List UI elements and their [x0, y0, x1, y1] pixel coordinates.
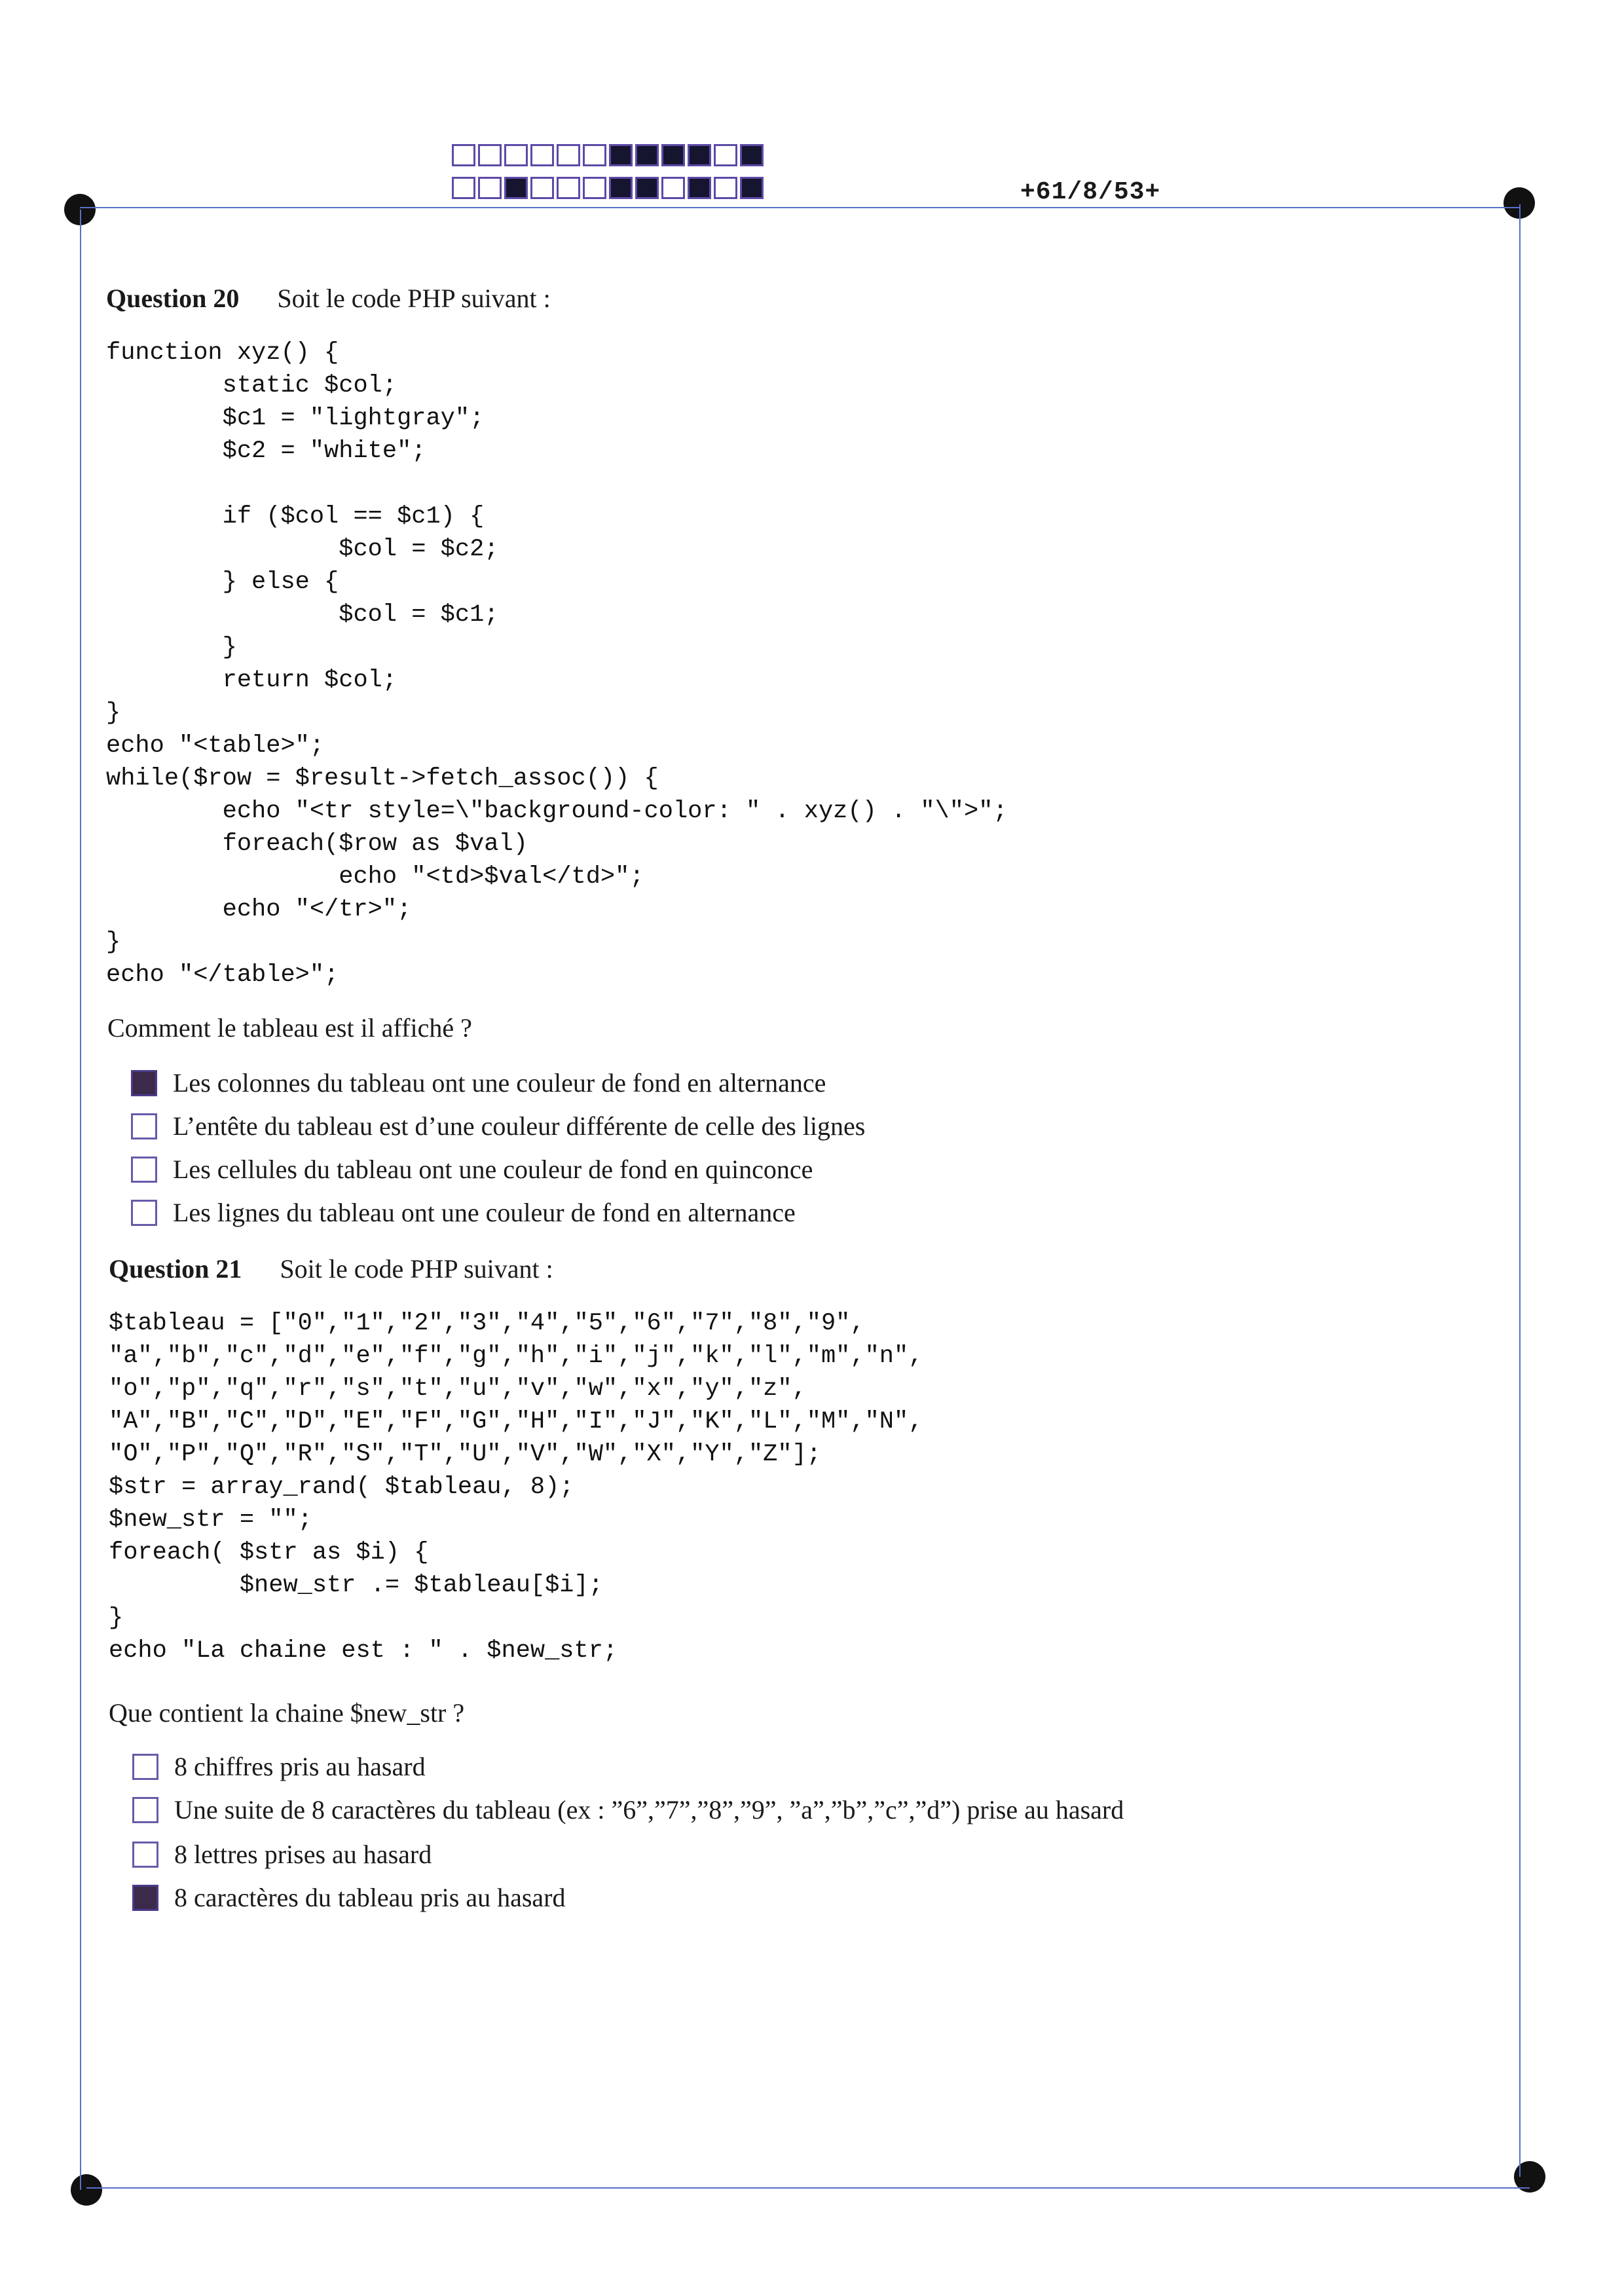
checkbox[interactable]: [132, 1885, 158, 1911]
question-21-answer-3[interactable]: [132, 1839, 432, 1870]
answer-label: L’entête du tableau est d’une couleur différente de celle des lignes: [173, 1111, 866, 1141]
barcode-cell: [661, 177, 685, 199]
barcode-cell: [635, 177, 659, 199]
answer-label: 8 lettres prises au hasard: [174, 1840, 432, 1869]
barcode-cell: [530, 177, 554, 199]
frame-line-left: [80, 210, 81, 2190]
answer-label: 8 chiffres pris au hasard: [174, 1752, 426, 1781]
answer-label: Une suite de 8 caractères du tableau (ex : ”6”,”7”,”8”,”9”, ”a”,”b”,”c”,”d”) prise au hasard: [174, 1795, 1124, 1824]
barcode-cell: [478, 144, 502, 166]
barcode-cell: [557, 144, 580, 166]
barcode-cell: [635, 144, 659, 166]
checkbox[interactable]: [132, 1754, 158, 1780]
barcode-cell: [504, 144, 528, 166]
question-21-answer-4[interactable]: [132, 1882, 565, 1913]
barcode-cell: [609, 177, 633, 199]
barcode-cell: [504, 177, 528, 199]
barcode-cell: [688, 177, 711, 199]
question-21-answer-2[interactable]: [132, 1794, 1124, 1825]
question-20-answer-1[interactable]: [131, 1067, 826, 1098]
question-intro: Soit le code PHP suivant :: [277, 284, 551, 313]
answer-label: Les cellules du tableau ont une couleur de fond en quinconce: [173, 1155, 813, 1184]
checkbox[interactable]: [132, 1797, 158, 1823]
barcode-cell: [740, 177, 764, 199]
barcode-cell: [452, 177, 475, 199]
checkbox[interactable]: [131, 1113, 157, 1139]
barcode-row-1: [452, 144, 764, 166]
barcode-cell: [609, 144, 633, 166]
barcode-row-2: [452, 177, 764, 199]
question-20-answer-3[interactable]: [131, 1154, 813, 1185]
sheet-id: +61/8/53+: [1020, 178, 1161, 206]
question-20-answer-2[interactable]: [131, 1111, 865, 1141]
question-20-prompt: Comment le tableau est il affiché ?: [107, 1013, 472, 1043]
barcode-cell: [714, 144, 737, 166]
barcode-cell: [583, 144, 606, 166]
barcode-cell: [583, 177, 606, 199]
checkbox[interactable]: [132, 1842, 158, 1868]
answer-label: 8 caractères du tableau pris au hasard: [174, 1883, 566, 1912]
checkbox[interactable]: [131, 1157, 157, 1183]
barcode-cell: [478, 177, 502, 199]
question-21-answer-1[interactable]: [132, 1751, 426, 1782]
question-20-code: function xyz() { static $col; $c1 = "lightgray"; $c2 = "white"; if ($col == $c1) { $col = $c2; } else { $col = $c1; } return $col; } echo "<table>"; while($row = $result->fetch_assoc()) { echo "<tr style=\"background-color: " . xyz() . "\">"; foreach($row as $val) echo "<td>$val</td>"; echo "</tr>"; } echo "</table>";: [106, 339, 1008, 989]
answer-label: Les colonnes du tableau ont une couleur de fond en alternance: [173, 1068, 826, 1098]
question-20-answer-4[interactable]: [131, 1197, 796, 1228]
barcode-cell: [661, 144, 685, 166]
checkbox[interactable]: [131, 1070, 157, 1096]
checkbox[interactable]: [131, 1200, 157, 1226]
question-21-code: $tableau = ["0","1","2","3","4","5","6","7","8","9", "a","b","c","d","e","f","g","h","i","j","k","l","m","n", "o","p","q","r","s","t","u","v","w","x","y","z", "A","B","C","D","E","F","G","H","I","J","K","L","M","N", "O","P","Q","R","S","T","U","V","W","X","Y","Z"]; $str = array_rand( $tableau, 8); $new_str = ""; foreach( $str as $i) { $new_str .= $tableau[$i]; } echo "La chaine est : " . $new_str;: [109, 1310, 923, 1665]
barcode-cell: [714, 177, 737, 199]
frame-line-right: [1519, 204, 1521, 2177]
question-label: Question 21: [109, 1254, 242, 1284]
barcode-cell: [688, 144, 711, 166]
question-21-header: [109, 1253, 553, 1284]
barcode-cell: [557, 177, 580, 199]
barcode-cell: [740, 144, 764, 166]
barcode-cell: [530, 144, 554, 166]
frame-line-bottom: [86, 2187, 1530, 2189]
corner-marker-bottom-left: [71, 2174, 102, 2206]
question-label: Question 20: [106, 284, 240, 313]
question-20-header: [106, 283, 551, 314]
question-intro: Soit le code PHP suivant :: [280, 1254, 553, 1284]
answer-label: Les lignes du tableau ont une couleur de fond en alternance: [173, 1198, 796, 1227]
barcode-cell: [452, 144, 475, 166]
frame-line-top: [80, 207, 1519, 208]
question-21-prompt: Que contient la chaine $new_str ?: [109, 1698, 465, 1728]
